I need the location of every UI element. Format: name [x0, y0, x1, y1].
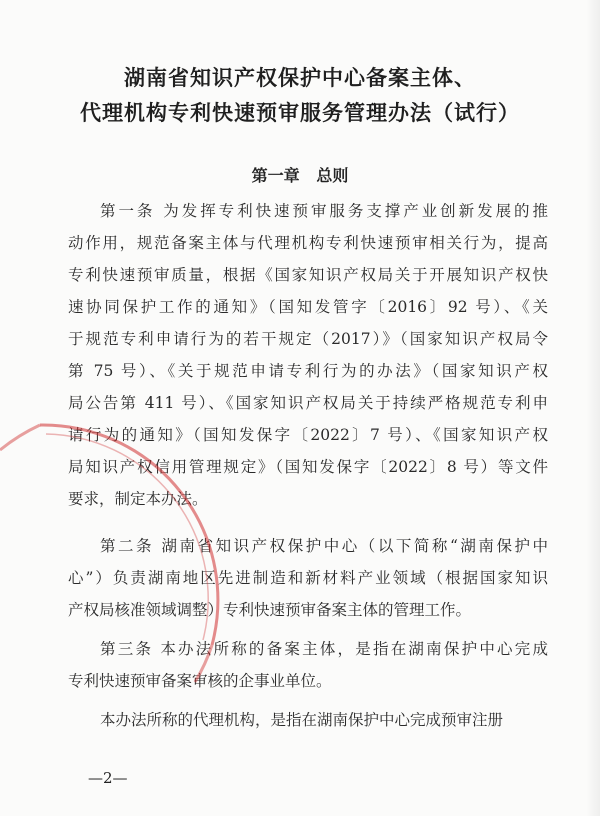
body-line: 请行为的通知》（国知发保字〔2022〕7 号）、《国家知识产权 — [68, 426, 548, 444]
document-title-line-2: 代理机构专利快速预审服务管理办法（试行） — [80, 101, 520, 125]
body-line: 专利快速预审备案审核的企事业单位。 — [68, 672, 332, 690]
paper-edge-shadow — [586, 0, 600, 816]
body-line: 局知识产权信用管理规定》（国知发保字〔2022〕8 号）等文件 — [68, 458, 548, 476]
body-line: 专利快速预审质量，根据《国家知识产权局关于开展知识产权快 — [68, 266, 548, 284]
chapter-heading: 第一章 总则 — [251, 166, 349, 185]
body-line: 动作用，规范备案主体与代理机构专利快速预审相关行为，提高 — [68, 234, 548, 252]
body-line: 第 75 号）、《关于规范申请专利行为的办法》（国家知识产权 — [68, 362, 548, 380]
body-line: 产权局核准领域调整）专利快速预审备案主体的管理工作。 — [68, 601, 472, 619]
body-line: 本办法所称的代理机构，是指在湖南保护中心完成预审注册 — [100, 711, 504, 729]
body-line: 于规范专利申请行为的若干规定（2017）》（国家知识产权局令 — [68, 330, 548, 348]
body-line: 要求，制定本办法。 — [68, 490, 208, 508]
body-line: 第三条 本办法所称的备案主体，是指在湖南保护中心完成 — [100, 640, 548, 658]
body-line: 第一条 为发挥专利快速预审服务支撑产业创新发展的推 — [100, 202, 548, 220]
body-line: 第二条 湖南省知识产权保护中心（以下简称“湖南保护中 — [100, 537, 548, 555]
body-line: 速协同保护工作的通知》（国知发管字〔2016〕92 号）、《关 — [68, 298, 548, 316]
body-line: 心”）负责湖南地区先进制造和新材料产业领域（根据国家知识 — [68, 569, 548, 587]
page-number: —2— — [88, 769, 128, 787]
document-title-line-1: 湖南省知识产权保护中心备案主体、 — [124, 66, 476, 90]
body-line: 局公告第 411 号）、《国家知识产权局关于持续严格规范专利申 — [68, 394, 548, 412]
